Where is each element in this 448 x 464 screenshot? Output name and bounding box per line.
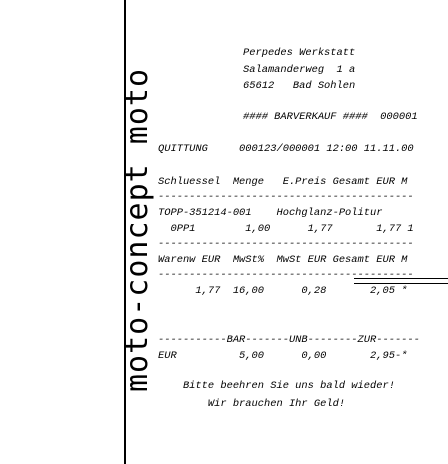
item-table-header: Schluessel Menge E.Preis Gesamt EUR M	[158, 176, 408, 188]
dash-separator: -----------------------------------------	[158, 191, 414, 203]
shop-street: Salamanderweg 1 a	[243, 64, 356, 76]
dash-separator: -----------------------------------------	[158, 269, 414, 281]
receipt-number-line: QUITTUNG 000123/000001 12:00 11.11.00	[158, 143, 414, 155]
shop-name: Perpedes Werkstatt	[243, 47, 356, 59]
dash-separator: -----------------------------------------	[158, 238, 414, 250]
tax-table-header: Warenw EUR MwSt% MwSt EUR Gesamt EUR M	[158, 254, 408, 266]
brand-vertical-logo: moto-concept moto	[120, 67, 155, 393]
slogan-text: Wir brauchen Ihr Geld!	[158, 398, 346, 410]
tax-values-line: 1,77 16,00 0,28 2,05 *	[158, 285, 408, 297]
sale-header: #### BARVERKAUF #### 000001	[243, 111, 418, 123]
thank-you-text: Bitte beehren Sie uns bald wieder!	[158, 380, 395, 392]
total-double-underline	[354, 278, 448, 284]
item-values-line: 0PP1 1,00 1,77 1,77 1	[158, 223, 414, 235]
shop-city: 65612 Bad Sohlen	[243, 80, 356, 92]
item-code-line: TOPP-351214-001 Hochglanz-Politur	[158, 207, 383, 219]
payment-values-line: EUR 5,00 0,00 2,95-*	[158, 350, 408, 362]
payment-header: -----------BAR-------UNB--------ZUR-------	[158, 334, 420, 346]
